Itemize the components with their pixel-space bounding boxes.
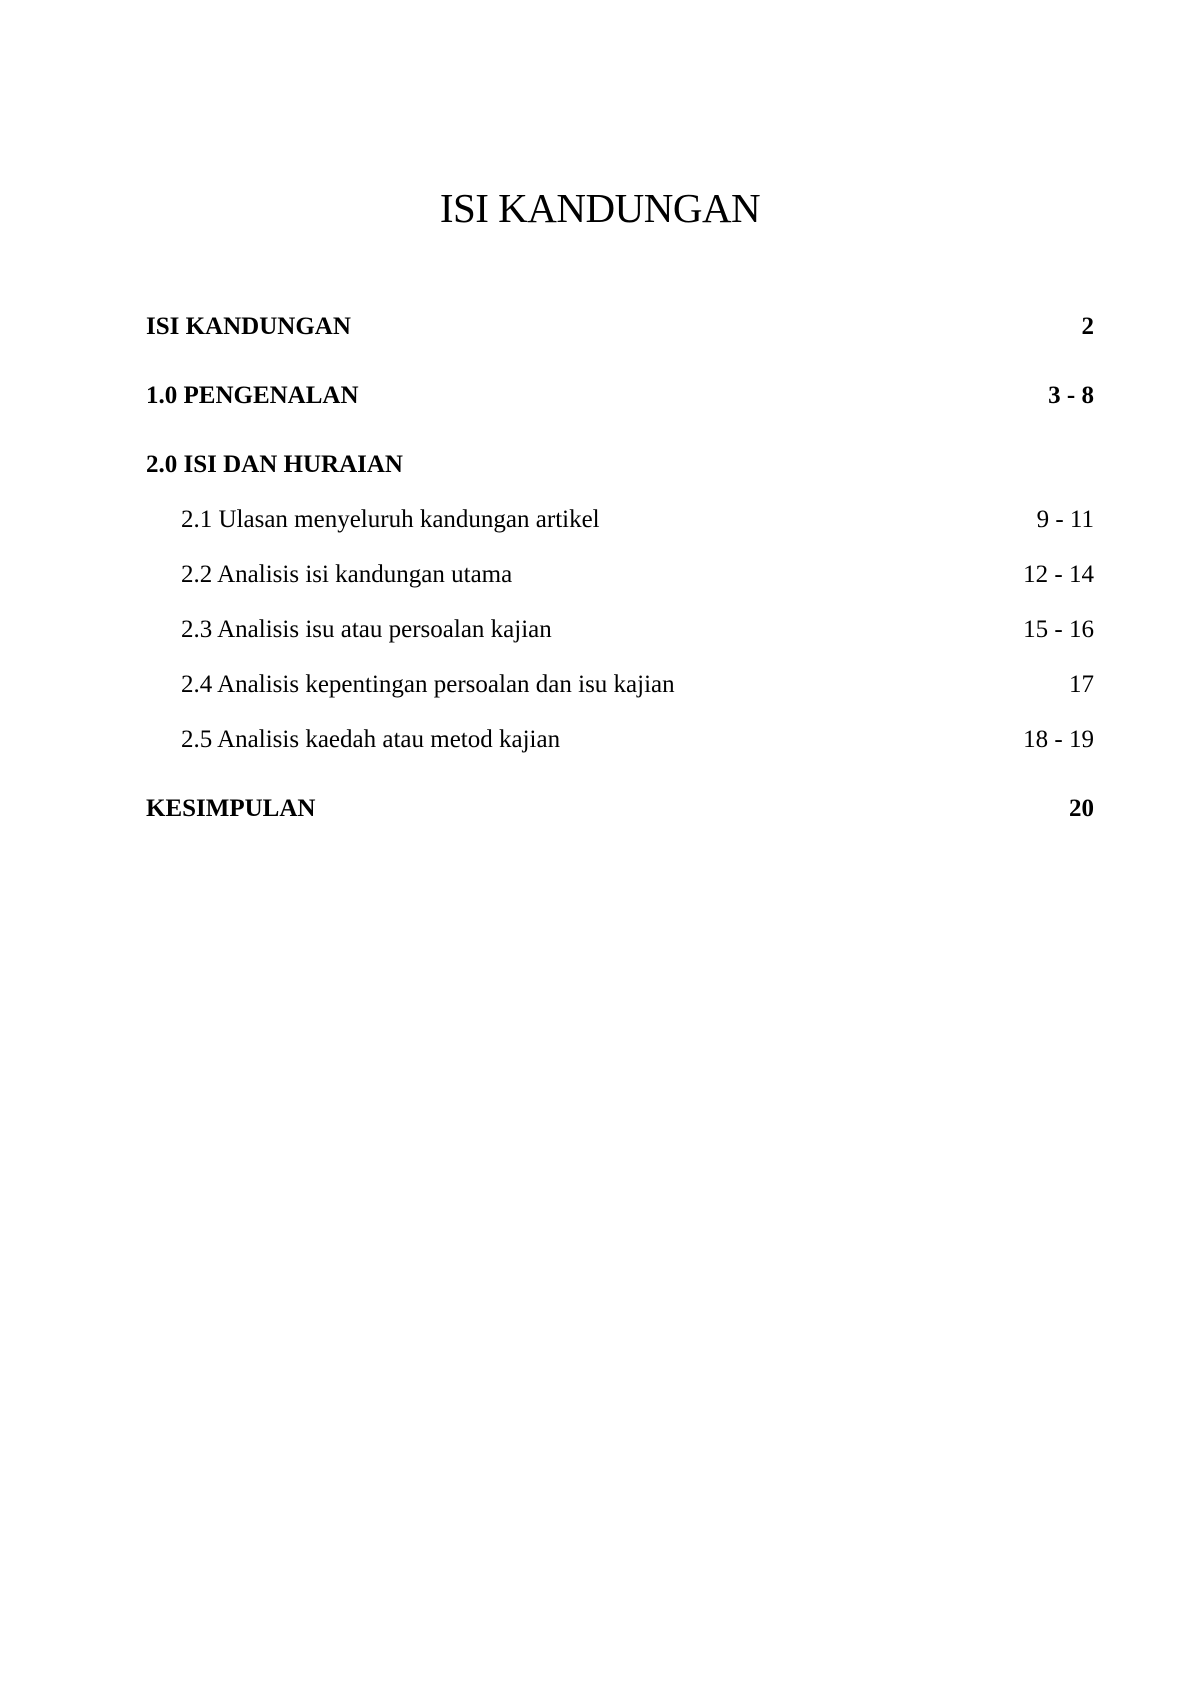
toc-entry-label: 2.3 Analisis isu atau persoalan kajian [181,616,552,643]
toc-entry-2-1 [146,503,1094,537]
toc-entry-2-4 [146,668,1094,702]
toc-entry-label: 2.5 Analisis kaedah atau metod kajian [181,726,561,753]
toc-entry-page: 17 [1069,671,1094,698]
toc-entry-label: 1.0 PENGENALAN [146,382,359,409]
toc-entry-2-3 [146,613,1094,647]
toc-entry-label: 2.1 Ulasan menyeluruh kandungan artikel [181,506,600,533]
toc-entry-page: 18 - 19 [1023,726,1094,753]
toc-entry-label: ISI KANDUNGAN [146,313,351,340]
toc-entry-page: 3 - 8 [1048,382,1094,409]
toc-entry-label: 2.2 Analisis isi kandungan utama [181,561,513,588]
toc-entry-pengenalan [146,379,1094,413]
toc-entry-page: 15 - 16 [1023,616,1094,643]
toc-entry-page: 20 [1069,795,1094,822]
toc-entry-2-5 [146,723,1094,757]
toc-entry-label: 2.4 Analisis kepentingan persoalan dan isu kajian [181,671,675,698]
toc-entry-isi-dan-huraian [146,448,1094,482]
toc-entry-page: 9 - 11 [1036,506,1094,533]
toc-entry-page: 2 [1081,313,1094,340]
toc-entry-2-2 [146,558,1094,592]
toc-entry-label: KESIMPULAN [146,795,316,822]
toc-entry-page: 12 - 14 [1023,561,1094,588]
toc-entry-label: 2.0 ISI DAN HURAIAN [146,451,403,478]
toc-entry-isi-kandungan [146,310,1094,344]
page-title: ISI KANDUNGAN [439,185,761,231]
toc-entry-kesimpulan [146,792,1094,826]
